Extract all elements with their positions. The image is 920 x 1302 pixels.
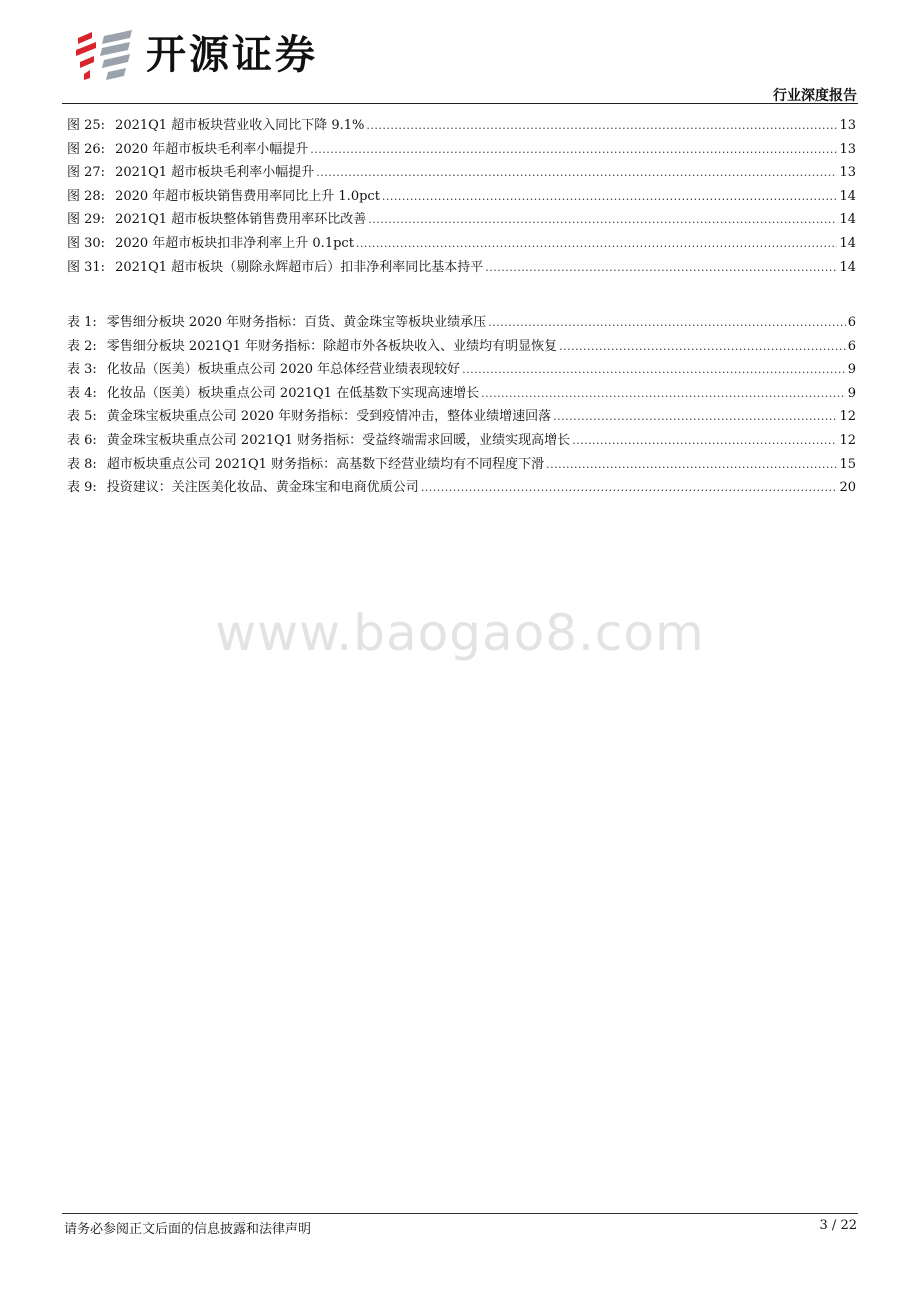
- toc-label: 图 31:: [67, 259, 106, 275]
- toc-title: 2020 年超市板块扣非净利率上升 0.1pct: [115, 235, 354, 251]
- toc-label: 表 9:: [67, 480, 97, 496]
- toc-row[interactable]: [67, 138, 856, 162]
- toc-label: 图 25:: [67, 118, 106, 133]
- toc-leader-dots: [553, 410, 837, 423]
- toc-leader-dots: [310, 143, 837, 156]
- toc-label: 图 29:: [67, 212, 106, 228]
- toc-page-number: 14: [839, 212, 856, 228]
- toc-leader-dots: [546, 458, 837, 471]
- watermark: www.baogao8.com: [215, 604, 705, 662]
- toc-label: 表 6:: [67, 432, 97, 448]
- toc-leader-dots: [481, 387, 846, 400]
- toc-page-number: 15: [839, 456, 856, 472]
- toc-page-number: 9: [847, 362, 856, 378]
- toc-label: 表 8:: [67, 456, 97, 472]
- toc-row[interactable]: [67, 114, 856, 138]
- footer-divider: [62, 1213, 858, 1214]
- toc-row[interactable]: [67, 335, 856, 359]
- toc-title: 投资建议：关注医美化妆品、黄金珠宝和电商优质公司: [106, 480, 419, 496]
- toc-leader-dots: [421, 481, 838, 494]
- toc-row[interactable]: [67, 429, 856, 453]
- brand-logo: [74, 28, 318, 82]
- toc-title: 零售细分板块 2021Q1 年财务指标：除超市外各板块收入、业绩均有明显恢复: [106, 338, 558, 354]
- toc-row[interactable]: [67, 232, 856, 256]
- toc-label: 表 4:: [67, 385, 97, 401]
- table-list: [67, 311, 856, 500]
- toc-label: 表 3:: [67, 362, 97, 378]
- brand-mark-icon: [74, 28, 136, 82]
- toc-row[interactable]: [67, 161, 856, 185]
- toc-page-number: 6: [847, 315, 856, 330]
- toc-label: 图 30:: [67, 235, 106, 251]
- toc-page-number: 20: [839, 480, 856, 496]
- toc-label: 表 5:: [67, 409, 97, 425]
- toc-page-number: 13: [839, 141, 856, 157]
- brand-name: 开源证券: [146, 32, 318, 78]
- report-type-label: 行业深度报告: [773, 88, 857, 104]
- toc-label: 图 26:: [67, 141, 106, 157]
- toc-row[interactable]: [67, 311, 856, 335]
- toc-leader-dots: [485, 261, 837, 274]
- toc-leader-dots: [462, 363, 846, 376]
- toc-row[interactable]: [67, 476, 856, 500]
- toc-title: 化妆品（医美）板块重点公司 2021Q1 在低基数下实现高速增长: [106, 385, 480, 401]
- toc-page-number: 12: [839, 409, 856, 425]
- toc-label: 表 2:: [67, 338, 97, 354]
- toc-leader-dots: [316, 166, 837, 179]
- toc-title: 2021Q1 超市板块毛利率小幅提升: [115, 165, 315, 181]
- toc-leader-dots: [572, 434, 837, 447]
- toc-page-number: 14: [839, 259, 856, 275]
- toc-label: 图 28:: [67, 188, 106, 204]
- footer-disclaimer: 请务必参阅正文后面的信息披露和法律声明: [64, 1222, 312, 1237]
- toc-title: 2021Q1 超市板块（剔除永辉超市后）扣非净利率同比基本持平: [115, 259, 484, 275]
- toc-row[interactable]: [67, 453, 856, 477]
- toc-title: 化妆品（医美）板块重点公司 2020 年总体经营业绩表现较好: [106, 362, 461, 378]
- toc-page-number: 13: [839, 165, 856, 181]
- toc-page-number: 9: [847, 385, 856, 401]
- toc-title: 黄金珠宝板块重点公司 2020 年财务指标：受到疫情冲击，整体业绩增速回落: [106, 409, 552, 425]
- toc-row[interactable]: [67, 405, 856, 429]
- toc-leader-dots: [368, 213, 837, 226]
- toc-page-number: 6: [847, 338, 856, 354]
- toc-title: 2020 年超市板块销售费用率同比上升 1.0pct: [115, 188, 380, 204]
- toc-leader-dots: [488, 316, 846, 329]
- toc-leader-dots: [356, 237, 838, 250]
- toc-title: 零售细分板块 2020 年财务指标：百货、黄金珠宝等板块业绩承压: [106, 315, 487, 330]
- toc-page-number: 14: [839, 235, 856, 251]
- toc-row[interactable]: [67, 382, 856, 406]
- toc-row[interactable]: [67, 208, 856, 232]
- toc-leader-dots: [559, 340, 846, 353]
- toc-row[interactable]: [67, 185, 856, 209]
- toc-leader-dots: [382, 190, 838, 203]
- toc-label: 图 27:: [67, 165, 106, 181]
- toc-row[interactable]: [67, 256, 856, 280]
- toc-title: 2021Q1 超市板块整体销售费用率环比改善: [115, 212, 367, 228]
- toc-leader-dots: [366, 119, 837, 132]
- toc-label: 表 1:: [67, 315, 97, 330]
- toc-row[interactable]: [67, 358, 856, 382]
- toc-page-number: 14: [839, 188, 856, 204]
- footer-page-number: 3 / 22: [819, 1218, 857, 1233]
- toc-title: 2021Q1 超市板块营业收入同比下降 9.1%: [115, 118, 365, 133]
- toc-title: 2020 年超市板块毛利率小幅提升: [115, 141, 309, 157]
- toc-page-number: 12: [839, 432, 856, 448]
- toc-title: 超市板块重点公司 2021Q1 财务指标：高基数下经营业绩均有不同程度下滑: [106, 456, 545, 472]
- toc-page-number: 13: [839, 118, 856, 133]
- header-divider: [62, 103, 858, 104]
- toc-title: 黄金珠宝板块重点公司 2021Q1 财务指标：受益终端需求回暖，业绩实现高增长: [106, 432, 571, 448]
- figure-list: [67, 114, 856, 279]
